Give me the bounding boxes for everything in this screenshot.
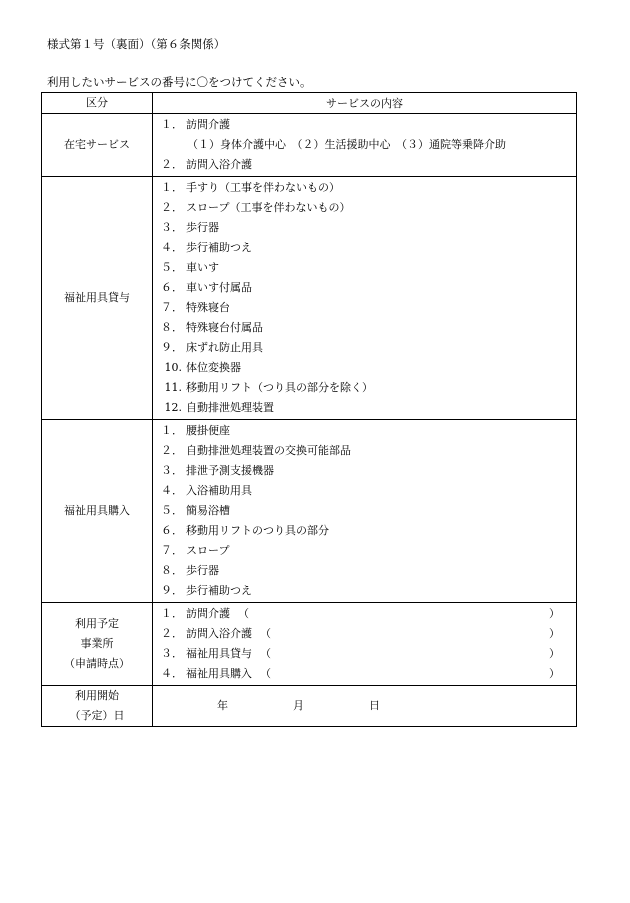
item-text: 腰掛便座 — [186, 424, 230, 437]
list-item[interactable] — [161, 198, 576, 218]
item-number: ８． — [161, 321, 183, 334]
item-number: ４． — [161, 241, 183, 254]
list-item[interactable] — [161, 338, 576, 358]
list-item[interactable] — [161, 115, 576, 135]
planned-provider-content — [153, 603, 577, 686]
item-number: １． — [161, 181, 183, 194]
item-number: ５． — [161, 504, 183, 517]
list-item[interactable] — [161, 521, 576, 541]
item-text: 簡易浴槽 — [186, 504, 230, 517]
purchase-content — [153, 420, 577, 603]
rental-content — [153, 177, 577, 420]
instruction-text: 利用したいサービスの番号に〇をつけてください。 — [47, 75, 312, 89]
day-label: 日 — [369, 699, 380, 712]
list-item[interactable] — [161, 298, 576, 318]
provider-name-open-paren: （ — [238, 607, 249, 620]
item-number: １． — [161, 607, 183, 620]
item-text: 訪問介護 — [186, 607, 230, 620]
item-text: 訪問介護 — [186, 118, 230, 131]
item-number: 10. — [164, 361, 182, 374]
start-date-row — [42, 686, 577, 727]
service-table — [41, 92, 577, 727]
item-number: ２． — [161, 627, 183, 640]
list-item[interactable] — [161, 398, 576, 418]
provider-item[interactable] — [161, 644, 576, 664]
item-text: 自動排泄処理装置 — [186, 401, 274, 414]
item-text: 歩行器 — [186, 564, 219, 577]
list-item[interactable] — [161, 278, 576, 298]
provider-name-open-paren: （ — [260, 667, 271, 680]
item-text: 特殊寝台 — [186, 301, 230, 314]
item-text: 歩行補助つえ — [186, 584, 252, 597]
item-number: 12. — [164, 401, 182, 414]
list-item[interactable] — [161, 155, 576, 175]
item-number: ７． — [161, 544, 183, 557]
item-text: 福祉用具購入 — [186, 667, 252, 680]
rental-label: 福祉用具貸与 — [42, 177, 153, 420]
provider-name-close-paren: ） — [549, 667, 560, 680]
list-item[interactable] — [161, 441, 576, 461]
item-number: ７． — [161, 301, 183, 314]
item-number: ４． — [161, 667, 183, 680]
list-item[interactable] — [161, 421, 576, 441]
rental-row — [42, 177, 577, 420]
item-text: 移動用リフト（つり具の部分を除く） — [186, 381, 373, 394]
start-date-label-line2: （予定）日 — [69, 709, 125, 722]
list-item[interactable] — [161, 501, 576, 521]
item-text: 訪問入浴介護 — [186, 158, 252, 171]
provider-name-open-paren: （ — [260, 647, 271, 660]
item-text: 訪問入浴介護 — [186, 627, 252, 640]
item-number: ３． — [161, 647, 183, 660]
list-item[interactable] — [161, 378, 576, 398]
item-number: ３． — [161, 221, 183, 234]
item-text: 歩行器 — [186, 221, 219, 234]
item-number: ６． — [161, 524, 183, 537]
provider-name-open-paren: （ — [260, 627, 271, 640]
item-number: ６． — [161, 281, 183, 294]
provider-name-close-paren: ） — [549, 627, 560, 640]
header-category: 区分 — [42, 93, 153, 114]
home-visit-subtypes[interactable]: （１）身体介護中心 （２）生活援助中心 （３）通院等乗降介助 — [187, 138, 506, 151]
item-text: 入浴補助用具 — [186, 484, 252, 497]
year-label: 年 — [217, 699, 228, 712]
provider-name-close-paren: ） — [549, 607, 560, 620]
start-date-label — [42, 686, 153, 727]
item-text: スロープ — [186, 544, 230, 557]
start-date-label-line1: 利用開始 — [75, 689, 119, 702]
list-item[interactable] — [161, 461, 576, 481]
item-text: 手すり（工事を伴わないもの） — [186, 181, 340, 194]
item-text: 体位変換器 — [186, 361, 241, 374]
home-service-content — [153, 114, 577, 177]
form-title: 様式第１号（裏面）（第６条関係） — [47, 37, 226, 51]
list-item[interactable] — [161, 541, 576, 561]
item-text: 自動排泄処理装置の交換可能部品 — [186, 444, 351, 457]
purchase-label: 福祉用具購入 — [42, 420, 153, 603]
item-number: ５． — [161, 261, 183, 274]
item-number: 11. — [164, 381, 182, 394]
purchase-row — [42, 420, 577, 603]
item-text: 移動用リフトのつり具の部分 — [186, 524, 329, 537]
provider-item[interactable] — [161, 624, 576, 644]
planned-provider-label-line1: 利用予定 — [75, 617, 119, 630]
item-number: ２． — [161, 444, 183, 457]
list-item[interactable] — [161, 318, 576, 338]
planned-provider-label-line3: （申請時点） — [64, 657, 130, 670]
list-item[interactable] — [161, 238, 576, 258]
list-item[interactable] — [161, 561, 576, 581]
item-number: １． — [161, 118, 183, 131]
list-item[interactable] — [161, 258, 576, 278]
item-text: 福祉用具貸与 — [186, 647, 252, 660]
item-number: ３． — [161, 464, 183, 477]
item-text: 車いす — [186, 261, 219, 274]
item-number: ９． — [161, 584, 183, 597]
home-service-label: 在宅サービス — [42, 114, 153, 177]
item-number: ９． — [161, 341, 183, 354]
month-label: 月 — [293, 699, 304, 712]
provider-name-close-paren: ） — [549, 647, 560, 660]
item-number: ８． — [161, 564, 183, 577]
home-service-row — [42, 114, 577, 177]
list-item[interactable] — [161, 218, 576, 238]
item-text: スロープ（工事を伴わないもの） — [186, 201, 351, 214]
item-text: 排泄予測支援機器 — [186, 464, 274, 477]
header-content: サービスの内容 — [153, 93, 577, 114]
header-row — [42, 93, 577, 114]
item-text: 床ずれ防止用具 — [186, 341, 263, 354]
list-item[interactable] — [161, 178, 576, 198]
item-number: ２． — [161, 158, 183, 171]
item-number: ４． — [161, 484, 183, 497]
item-text: 車いす付属品 — [186, 281, 252, 294]
list-item[interactable] — [161, 481, 576, 501]
item-number: １． — [161, 424, 183, 437]
planned-provider-row — [42, 603, 577, 686]
planned-provider-label — [42, 603, 153, 686]
planned-provider-label-line2: 事業所 — [80, 637, 114, 650]
start-date-field[interactable] — [153, 686, 577, 727]
item-text: 特殊寝台付属品 — [186, 321, 263, 334]
provider-item[interactable] — [161, 604, 576, 624]
provider-item[interactable] — [161, 664, 576, 684]
item-text: 歩行補助つえ — [186, 241, 252, 254]
list-item[interactable] — [161, 581, 576, 601]
item-number: ２． — [161, 201, 183, 214]
list-item[interactable] — [161, 358, 576, 378]
